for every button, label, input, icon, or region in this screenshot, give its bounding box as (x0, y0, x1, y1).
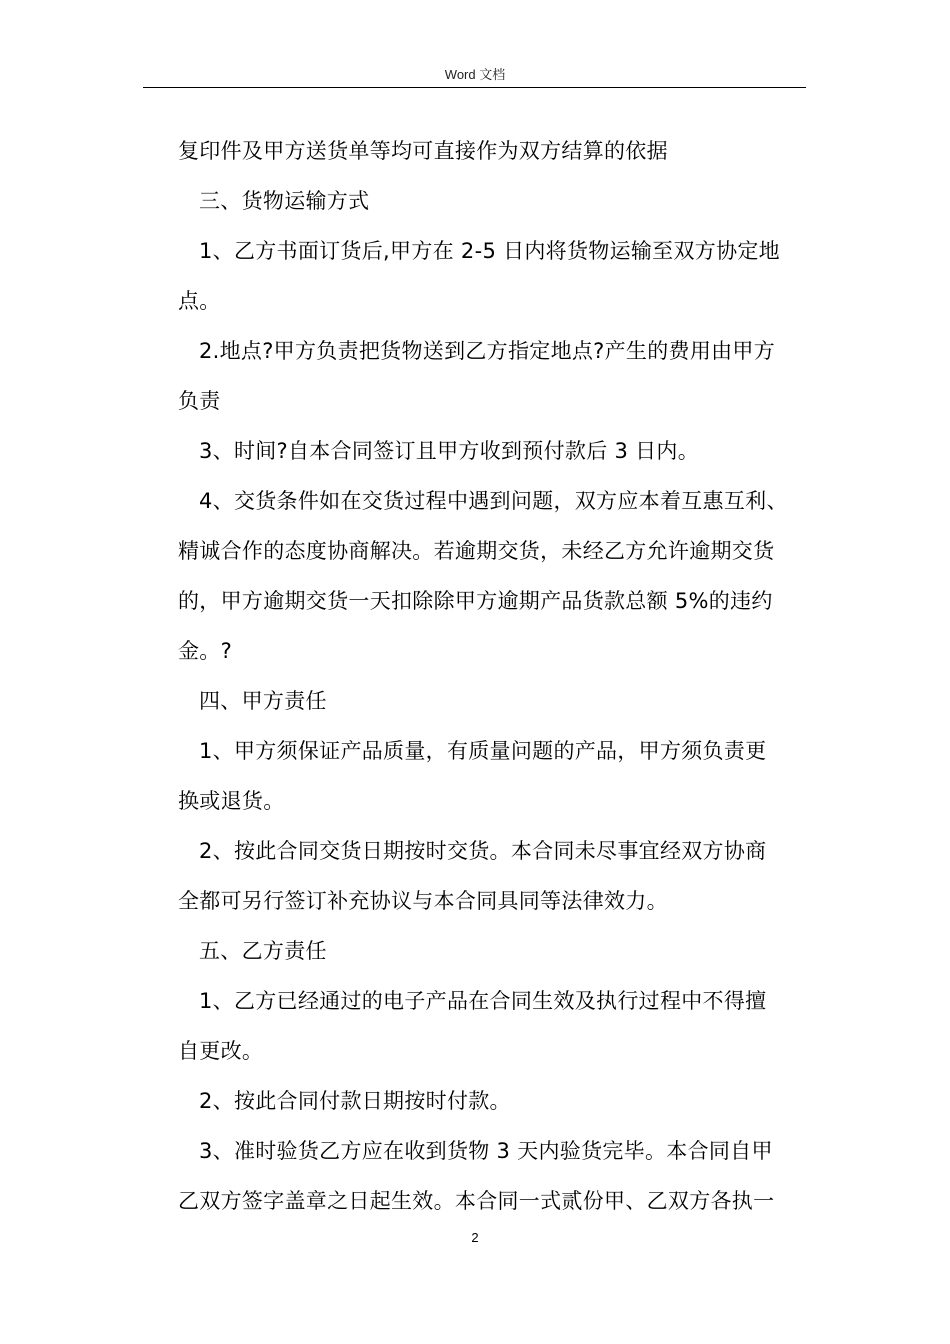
section-heading: 四、甲方责任 (199, 689, 327, 713)
document-body (178, 133, 808, 1233)
body-line: 4、交货条件如在交货过程中遇到问题，双方应本着互惠互利、 (199, 489, 788, 513)
body-line: 乙双方签字盖章之日起生效。本合同一式贰份甲、乙双方各执一 (178, 1189, 775, 1213)
body-line: 2.地点?甲方负责把货物送到乙方指定地点?产生的费用由甲方 (199, 339, 776, 363)
body-line: 2、按此合同付款日期按时付款。 (199, 1089, 511, 1113)
section-heading: 五、乙方责任 (199, 939, 327, 963)
body-line: 2、按此合同交货日期按时交货。本合同未尽事宜经双方协商 (199, 839, 767, 863)
body-line: 1、乙方已经通过的电子产品在合同生效及执行过程中不得擅 (199, 989, 767, 1013)
section-heading: 三、货物运输方式 (199, 189, 370, 213)
body-line: 精诚合作的态度协商解决。若逾期交货，未经乙方允许逾期交货 (178, 539, 775, 563)
body-line: 3、时间?自本合同签订且甲方收到预付款后 3 日内。 (199, 439, 700, 463)
body-line: 的，甲方逾期交货一天扣除除甲方逾期产品货款总额 5%的违约 (178, 589, 773, 613)
body-line: 自更改。 (178, 1039, 264, 1063)
page-header-title: Word 文档 (444, 67, 506, 82)
body-line: 金。? (178, 639, 233, 663)
body-line: 3、准时验货乙方应在收到货物 3 天内验货完毕。本合同自甲 (199, 1139, 773, 1163)
body-line: 复印件及甲方送货单等均可直接作为双方结算的依据 (178, 139, 668, 163)
body-line: 1、乙方书面订货后,甲方在 2-5 日内将货物运输至双方协定地 (199, 239, 780, 263)
header-divider (143, 87, 806, 88)
body-line: 负责 (178, 389, 221, 413)
body-line: 全都可另行签订补充协议与本合同具同等法律效力。 (178, 889, 668, 913)
body-line: 换或退货。 (178, 789, 285, 813)
body-line: 点。 (178, 289, 221, 313)
page-number: 2 (471, 1230, 479, 1245)
body-line: 1、甲方须保证产品质量，有质量问题的产品，甲方须负责更 (199, 739, 767, 763)
